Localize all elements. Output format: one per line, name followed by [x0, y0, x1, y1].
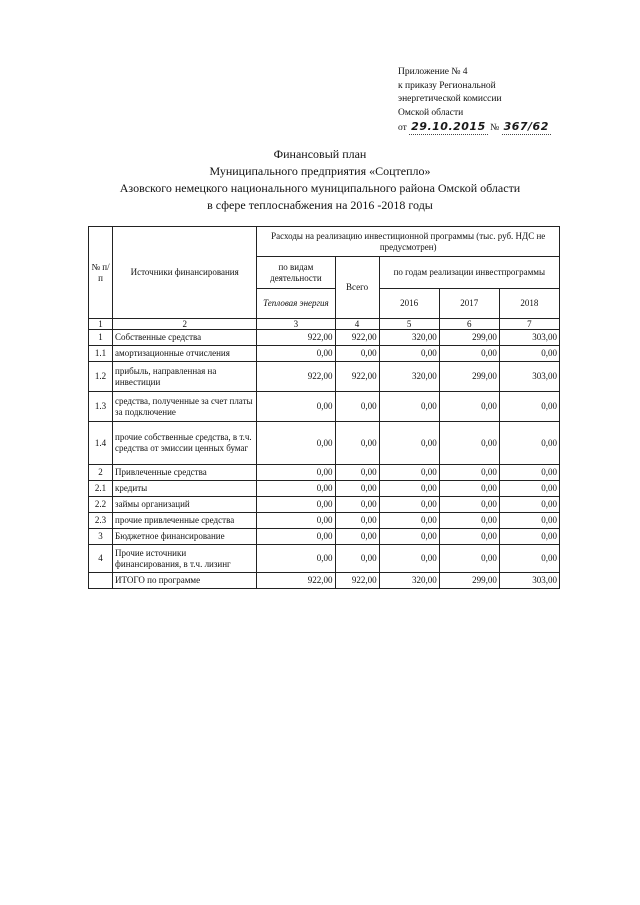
year-2018-value-cell: 0,00 — [499, 422, 559, 465]
year-2016-value-cell: 0,00 — [379, 392, 439, 422]
source-name-cell: прочие собственные средства, в т.ч. средства от эмиссии ценных бумаг — [113, 422, 257, 465]
year-2018-value-cell: 0,00 — [499, 465, 559, 481]
title-line-1: Финансовый план — [273, 147, 367, 161]
document-title — [80, 146, 560, 214]
table-row — [89, 481, 560, 497]
appendix-date-line — [398, 120, 598, 136]
year-2017-value-cell: 0,00 — [439, 513, 499, 529]
handwritten-number: 367/62 — [503, 120, 549, 133]
year-2017-value-cell: 0,00 — [439, 529, 499, 545]
year-2018-value-cell: 0,00 — [499, 392, 559, 422]
total-value-cell: 0,00 — [335, 545, 379, 573]
total-value-cell: 922,00 — [335, 330, 379, 346]
row-number-cell: 1.2 — [89, 362, 113, 392]
row-number-cell: 1.3 — [89, 392, 113, 422]
year-2017-value-cell: 0,00 — [439, 545, 499, 573]
source-name-cell: займы организаций — [113, 497, 257, 513]
activity-value-cell: 0,00 — [257, 529, 335, 545]
table-row — [89, 422, 560, 465]
table-row — [89, 545, 560, 573]
year-2016-value-cell: 0,00 — [379, 481, 439, 497]
source-name-cell: Прочие источники финансирования, в т.ч. лизинг — [113, 545, 257, 573]
handwritten-date: 29.10.2015 — [411, 120, 486, 133]
activity-value-cell: 922,00 — [257, 330, 335, 346]
title-line-2: Муниципального предприятия «Соцтепло» — [209, 164, 431, 178]
date-prefix: от — [398, 123, 407, 133]
total-value-cell: 0,00 — [335, 481, 379, 497]
row-number-cell: 1.1 — [89, 346, 113, 362]
year-2017-value-cell: 0,00 — [439, 422, 499, 465]
header-year-2018: 2018 — [499, 289, 559, 319]
column-index: 7 — [499, 319, 559, 330]
header-year-2017: 2017 — [439, 289, 499, 319]
total-value-cell: 0,00 — [335, 346, 379, 362]
header-no: № п/п — [89, 227, 113, 319]
row-number-cell: 1.4 — [89, 422, 113, 465]
appendix-block — [398, 66, 598, 136]
row-number-cell: 2 — [89, 465, 113, 481]
column-index: 6 — [439, 319, 499, 330]
source-name-cell: амортизационные отчисления — [113, 346, 257, 362]
year-2016-value-cell: 0,00 — [379, 465, 439, 481]
header-activity-name: Тепловая энергия — [257, 289, 335, 319]
year-2018-value-cell: 0,00 — [499, 346, 559, 362]
year-2016-value-cell: 0,00 — [379, 422, 439, 465]
total-value-cell: 0,00 — [335, 392, 379, 422]
total-value-cell: 0,00 — [335, 422, 379, 465]
total-value-cell: 0,00 — [335, 465, 379, 481]
total-value-cell: 922,00 — [335, 573, 379, 589]
activity-value-cell: 0,00 — [257, 481, 335, 497]
year-2016-value-cell: 0,00 — [379, 497, 439, 513]
table-body — [89, 330, 560, 589]
year-2017-value-cell: 299,00 — [439, 330, 499, 346]
row-number-cell — [89, 573, 113, 589]
row-number-cell: 2.1 — [89, 481, 113, 497]
year-2017-value-cell: 0,00 — [439, 346, 499, 362]
year-2018-value-cell: 0,00 — [499, 481, 559, 497]
activity-value-cell: 0,00 — [257, 497, 335, 513]
appendix-line-1: Приложение № 4 — [398, 67, 468, 77]
appendix-line-3: энергетической комиссии — [398, 94, 502, 104]
header-by-year: по годам реализации инвестпрограммы — [379, 257, 559, 289]
year-2016-value-cell: 0,00 — [379, 513, 439, 529]
source-name-cell: Собственные средства — [113, 330, 257, 346]
activity-value-cell: 0,00 — [257, 346, 335, 362]
appendix-line-4: Омской области — [398, 107, 464, 118]
table-row — [89, 392, 560, 422]
year-2017-value-cell: 0,00 — [439, 465, 499, 481]
source-name-cell: кредиты — [113, 481, 257, 497]
row-number-cell: 1 — [89, 330, 113, 346]
activity-value-cell: 0,00 — [257, 545, 335, 573]
year-2016-value-cell: 0,00 — [379, 545, 439, 573]
total-value-cell: 0,00 — [335, 529, 379, 545]
year-2016-value-cell: 320,00 — [379, 330, 439, 346]
header-total: Всего — [335, 257, 379, 319]
activity-value-cell: 922,00 — [257, 362, 335, 392]
column-index: 4 — [335, 319, 379, 330]
column-index: 3 — [257, 319, 335, 330]
year-2017-value-cell: 299,00 — [439, 362, 499, 392]
column-index: 1 — [89, 319, 113, 330]
table-row — [89, 362, 560, 392]
header-year-2016: 2016 — [379, 289, 439, 319]
header-by-activity: по видам деятельности — [257, 257, 335, 289]
title-line-4: в сфере теплоснабжения на 2016 -2018 годы — [207, 198, 433, 212]
activity-value-cell: 0,00 — [257, 465, 335, 481]
year-2016-value-cell: 0,00 — [379, 529, 439, 545]
year-2017-value-cell: 299,00 — [439, 573, 499, 589]
source-name-cell: прибыль, направленная на инвестиции — [113, 362, 257, 392]
activity-value-cell: 0,00 — [257, 513, 335, 529]
row-number-cell: 2.2 — [89, 497, 113, 513]
year-2018-value-cell: 0,00 — [499, 513, 559, 529]
column-index: 5 — [379, 319, 439, 330]
source-name-cell: ИТОГО по программе — [113, 573, 257, 589]
table-row — [89, 465, 560, 481]
source-name-cell: Бюджетное финансирование — [113, 529, 257, 545]
year-2016-value-cell: 320,00 — [379, 362, 439, 392]
total-value-cell: 922,00 — [335, 362, 379, 392]
table-row — [89, 497, 560, 513]
financial-plan-table — [88, 226, 560, 589]
year-2018-value-cell: 0,00 — [499, 545, 559, 573]
table-row — [89, 330, 560, 346]
year-2017-value-cell: 0,00 — [439, 497, 499, 513]
table-row — [89, 513, 560, 529]
total-value-cell: 0,00 — [335, 513, 379, 529]
table-row — [89, 529, 560, 545]
source-name-cell: прочие привлеченные средства — [113, 513, 257, 529]
header-source: Источники финансирования — [113, 227, 257, 319]
column-index: 2 — [113, 319, 257, 330]
activity-value-cell: 0,00 — [257, 422, 335, 465]
row-number-cell: 2.3 — [89, 513, 113, 529]
source-name-cell: средства, полученные за счет платы за подключение — [113, 392, 257, 422]
year-2018-value-cell: 303,00 — [499, 573, 559, 589]
year-2017-value-cell: 0,00 — [439, 392, 499, 422]
appendix-line-2: к приказу Региональной — [398, 80, 496, 91]
header-expenses: Расходы на реализацию инвестиционной программы (тыс. руб. НДС не предусмотрен) — [257, 227, 560, 257]
row-number-cell: 3 — [89, 529, 113, 545]
year-2016-value-cell: 0,00 — [379, 346, 439, 362]
year-2018-value-cell: 303,00 — [499, 330, 559, 346]
activity-value-cell: 0,00 — [257, 392, 335, 422]
table-row — [89, 573, 560, 589]
source-name-cell: Привлеченные средства — [113, 465, 257, 481]
title-line-3: Азовского немецкого национального муниципального района Омской области — [119, 181, 521, 195]
number-prefix: № — [490, 123, 500, 133]
year-2017-value-cell: 0,00 — [439, 481, 499, 497]
year-2018-value-cell: 0,00 — [499, 529, 559, 545]
total-value-cell: 0,00 — [335, 497, 379, 513]
year-2016-value-cell: 320,00 — [379, 573, 439, 589]
table-row — [89, 346, 560, 362]
year-2018-value-cell: 303,00 — [499, 362, 559, 392]
row-number-cell: 4 — [89, 545, 113, 573]
year-2018-value-cell: 0,00 — [499, 497, 559, 513]
activity-value-cell: 922,00 — [257, 573, 335, 589]
column-index-row — [89, 319, 560, 330]
